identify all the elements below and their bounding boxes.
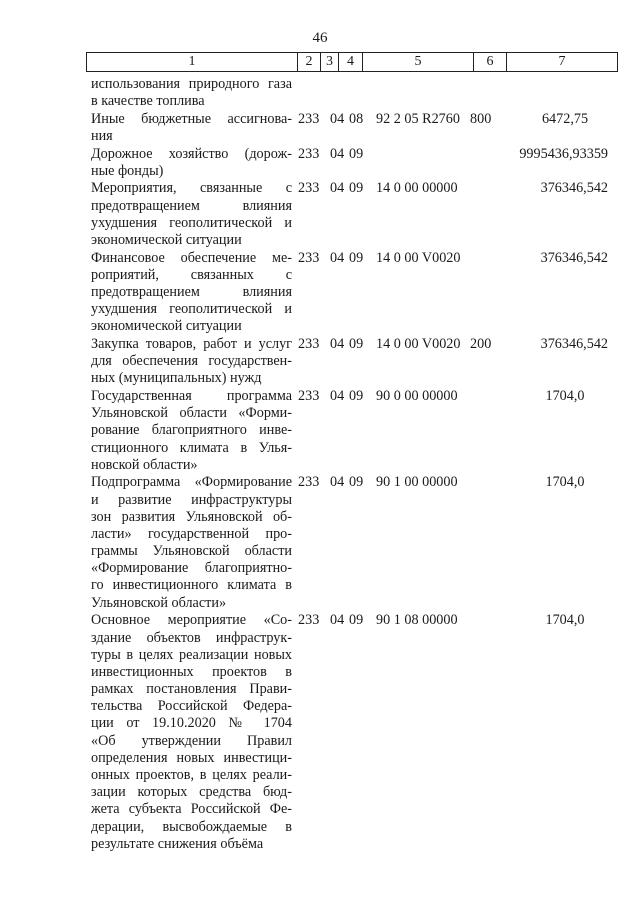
amount: 9995436,93359 bbox=[519, 145, 608, 162]
header-col-7: 7 bbox=[558, 54, 566, 69]
row-description bbox=[91, 474, 292, 612]
description-line: Финансовое обеспечение ме- bbox=[91, 249, 292, 266]
description-line: граммы Ульяновской области bbox=[91, 543, 292, 560]
header-col-4: 4 bbox=[339, 53, 363, 71]
description-line: в качестве топлива bbox=[91, 93, 205, 110]
section-code: 04 bbox=[330, 249, 345, 266]
header-col-5: 5 bbox=[363, 53, 474, 71]
description-line: предотвращением влияния bbox=[91, 283, 292, 300]
description-line: Закупка товаров, работ и услуг bbox=[91, 335, 292, 352]
subsection-code: 09 bbox=[349, 180, 364, 197]
ministry-code: 233 bbox=[298, 249, 320, 266]
description-line: Мероприятия, связанные с bbox=[91, 180, 292, 197]
description-line: стиционного климата в Улья- bbox=[91, 439, 292, 456]
subsection-code: 09 bbox=[349, 249, 364, 266]
row-description bbox=[91, 111, 292, 145]
row-description bbox=[91, 336, 292, 388]
description-line: Основное мероприятие «Со- bbox=[91, 612, 292, 629]
description-line: рамках постановления Прави- bbox=[91, 681, 292, 698]
subsection-code: 09 bbox=[349, 335, 364, 352]
table-row bbox=[0, 250, 640, 336]
row-description bbox=[91, 612, 292, 853]
amount: 376346,542 bbox=[540, 249, 608, 266]
subsection-code: 09 bbox=[349, 145, 364, 162]
header-col-3: 3 bbox=[321, 53, 339, 71]
description-line: роприятий, связанных с bbox=[91, 266, 292, 283]
description-line: ции от 19.10.2020 № 1704 bbox=[91, 715, 292, 732]
description-line: зон развития Ульяновской об- bbox=[91, 508, 292, 525]
description-line: ния bbox=[91, 127, 113, 144]
description-line: экономической ситуации bbox=[91, 231, 242, 248]
target-item-code: 90 1 00 00000 bbox=[376, 474, 458, 491]
page-number: 46 bbox=[312, 30, 328, 46]
target-item-code: 14 0 00 V0020 bbox=[376, 249, 461, 266]
expense-type-code: 200 bbox=[470, 335, 492, 352]
target-item-code: 92 2 05 R2760 bbox=[376, 110, 460, 127]
description-line: Ульяновской области» bbox=[91, 594, 227, 611]
description-line: ласти» государственной про- bbox=[91, 525, 292, 542]
description-line: Дорожное хозяйство (дорож- bbox=[91, 145, 292, 162]
ministry-code: 233 bbox=[298, 110, 320, 127]
amount: 376346,542 bbox=[540, 180, 608, 197]
target-item-code: 14 0 00 00000 bbox=[376, 180, 458, 197]
subsection-code: 09 bbox=[349, 387, 364, 404]
subsection-code: 09 bbox=[349, 474, 364, 491]
row-description bbox=[91, 146, 292, 180]
section-code: 04 bbox=[330, 180, 345, 197]
amount: 6472,75 bbox=[541, 110, 589, 127]
description-line: и развитие инфраструктуры bbox=[91, 491, 292, 508]
target-item-code: 90 1 08 00000 bbox=[376, 612, 458, 629]
table-row bbox=[0, 180, 640, 249]
description-line: го инвестиционного климата в bbox=[91, 577, 292, 594]
description-line: дерации, высвобождаемые в bbox=[91, 818, 292, 835]
row-description bbox=[91, 250, 292, 336]
section-code: 04 bbox=[330, 612, 345, 629]
table-row bbox=[0, 146, 640, 181]
amount: 1704,0 bbox=[545, 474, 585, 491]
description-line: ные фонды) bbox=[91, 162, 164, 179]
row-description bbox=[91, 180, 292, 249]
ministry-code: 233 bbox=[298, 145, 320, 162]
description-line: экономической ситуации bbox=[91, 318, 242, 335]
description-line: жета субъекта Российской Фе- bbox=[91, 801, 292, 818]
section-code: 04 bbox=[330, 335, 345, 352]
header-col-1: 1 bbox=[87, 53, 298, 71]
header-col-6: 6 bbox=[474, 53, 507, 71]
description-line: ухудшения геополитической и bbox=[91, 301, 292, 318]
table-header bbox=[86, 52, 618, 72]
section-code: 04 bbox=[330, 387, 345, 404]
description-line: Иные бюджетные ассигнова- bbox=[91, 110, 292, 127]
description-line: «Об утверждении Правил bbox=[91, 732, 292, 749]
table-row bbox=[0, 336, 640, 388]
description-line: Подпрограмма «Формирование bbox=[91, 474, 292, 491]
expense-type-code: 800 bbox=[470, 110, 492, 127]
section-code: 04 bbox=[330, 145, 345, 162]
ministry-code: 233 bbox=[298, 474, 320, 491]
description-line: новской области» bbox=[91, 456, 198, 473]
description-line: Государственная программа bbox=[91, 387, 292, 404]
subsection-code: 09 bbox=[349, 612, 364, 629]
table-body bbox=[0, 76, 640, 854]
table-row bbox=[0, 612, 640, 853]
table-row bbox=[0, 76, 640, 111]
description-line: онных проектов, в целях реали- bbox=[91, 767, 292, 784]
section-code: 04 bbox=[330, 110, 345, 127]
row-description bbox=[91, 388, 292, 474]
description-line: ухудшения геополитической и bbox=[91, 214, 292, 231]
subsection-code: 08 bbox=[349, 110, 364, 127]
row-description bbox=[91, 76, 292, 110]
description-line: здание объектов инфраструк- bbox=[91, 629, 292, 646]
description-line: зации которых средства бюд- bbox=[91, 784, 292, 801]
table-row bbox=[0, 111, 640, 146]
table-row bbox=[0, 474, 640, 612]
table-row bbox=[0, 388, 640, 474]
description-line: тельства Российской Федера- bbox=[91, 698, 292, 715]
amount: 1704,0 bbox=[545, 612, 585, 629]
description-line: ных (муниципальных) нужд bbox=[91, 370, 262, 387]
description-line: результате снижения объёма bbox=[91, 835, 264, 852]
description-line: для обеспечения государствен- bbox=[91, 353, 292, 370]
description-line: рование благоприятного инве- bbox=[91, 422, 292, 439]
description-line: предотвращением влияния bbox=[91, 197, 292, 214]
header-col-2: 2 bbox=[298, 53, 321, 71]
amount: 376346,542 bbox=[540, 335, 608, 352]
description-line: туры в целях реализации новых bbox=[91, 646, 292, 663]
description-line: инвестиционных проектов в bbox=[91, 663, 292, 680]
ministry-code: 233 bbox=[298, 387, 320, 404]
amount: 1704,0 bbox=[545, 387, 585, 404]
ministry-code: 233 bbox=[298, 180, 320, 197]
section-code: 04 bbox=[330, 474, 345, 491]
description-line: «Формирование благоприятно- bbox=[91, 560, 292, 577]
target-item-code: 90 0 00 00000 bbox=[376, 387, 458, 404]
description-line: использования природного газа bbox=[91, 76, 292, 92]
description-line: Ульяновской области «Форми- bbox=[91, 405, 292, 422]
description-line: определения новых инвестици- bbox=[91, 749, 292, 766]
ministry-code: 233 bbox=[298, 335, 320, 352]
ministry-code: 233 bbox=[298, 612, 320, 629]
target-item-code: 14 0 00 V0020 bbox=[376, 335, 461, 352]
